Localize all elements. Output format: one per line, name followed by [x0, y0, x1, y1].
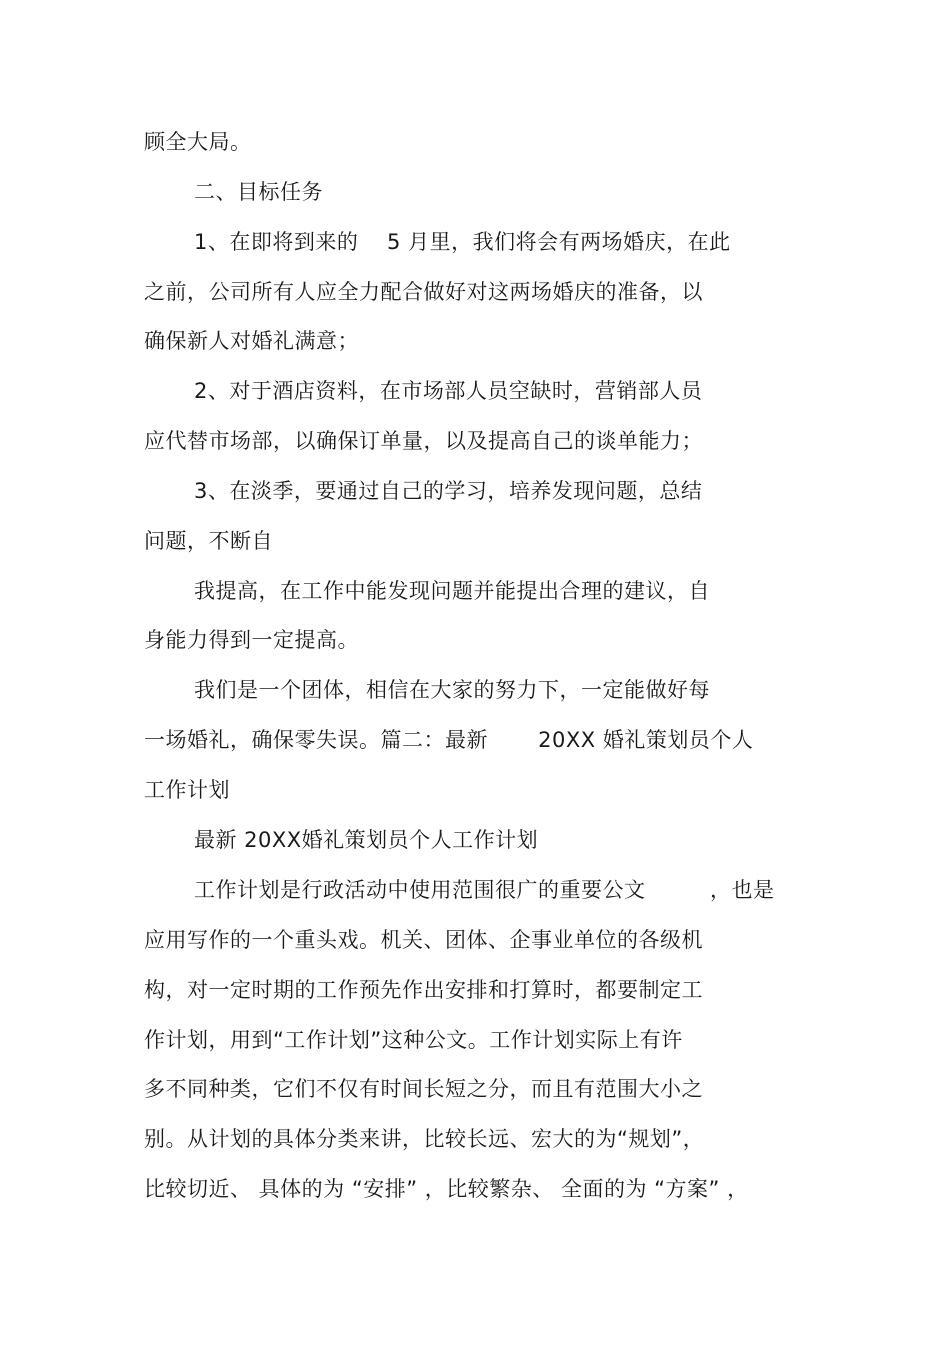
text-line-18: 构，对一定时期的工作预先作出安排和打算时，都要制定工: [144, 978, 703, 1002]
text-line-17: 应用写作的一个重头戏。机关、团体、企事业单位的各级机: [144, 928, 703, 952]
text-line-13: 一场婚礼，确保零失误。篇二：最新 20XX 婚礼策划员个人: [144, 728, 754, 752]
text-line-9: 问题，不断自: [144, 529, 273, 553]
text-line-3: 1、在即将到来的 5 月里，我们将会有两场婚庆，在此: [194, 230, 731, 254]
article-title: 最新 20XX婚礼策划员个人工作计划: [194, 828, 539, 852]
text-line-21: 别。从计划的具体分类来讲，比较长远、宏大的为“规划”，: [144, 1127, 705, 1151]
text-line-5: 确保新人对婚礼满意；: [144, 329, 359, 353]
text-line-11: 身能力得到一定提高。: [144, 628, 359, 652]
text-line-1: 顾全大局。: [144, 130, 252, 154]
text-line-7: 应代替市场部，以确保订单量，以及提高自己的谈单能力；: [144, 429, 703, 453]
text-line-10: 我提高，在工作中能发现问题并能提出合理的建议，自: [194, 579, 710, 603]
text-line-19: 作计划，用到“工作计划”这种公文。工作计划实际上有许: [144, 1028, 683, 1052]
text-line-6: 2、对于酒店资料，在市场部人员空缺时，营销部人员: [194, 379, 703, 403]
text-line-4: 之前，公司所有人应全力配合做好对这两场婚庆的准备，以: [144, 280, 703, 304]
text-line-16: 工作计划是行政活动中使用范围很广的重要公文 ，也是: [194, 878, 775, 902]
section-heading: 二、目标任务: [194, 180, 323, 204]
text-line-20: 多不同种类，它们不仅有时间长短之分，而且有范围大小之: [144, 1077, 703, 1101]
text-line-22: 比较切近、 具体的为 “安排” ，比较繁杂、 全面的为 “方案” ，: [144, 1177, 749, 1201]
text-line-8: 3、在淡季，要通过自己的学习，培养发现问题，总结: [194, 479, 703, 503]
text-line-12: 我们是一个团体，相信在大家的努力下，一定能做好每: [194, 678, 710, 702]
text-line-14: 工作计划: [144, 778, 230, 802]
